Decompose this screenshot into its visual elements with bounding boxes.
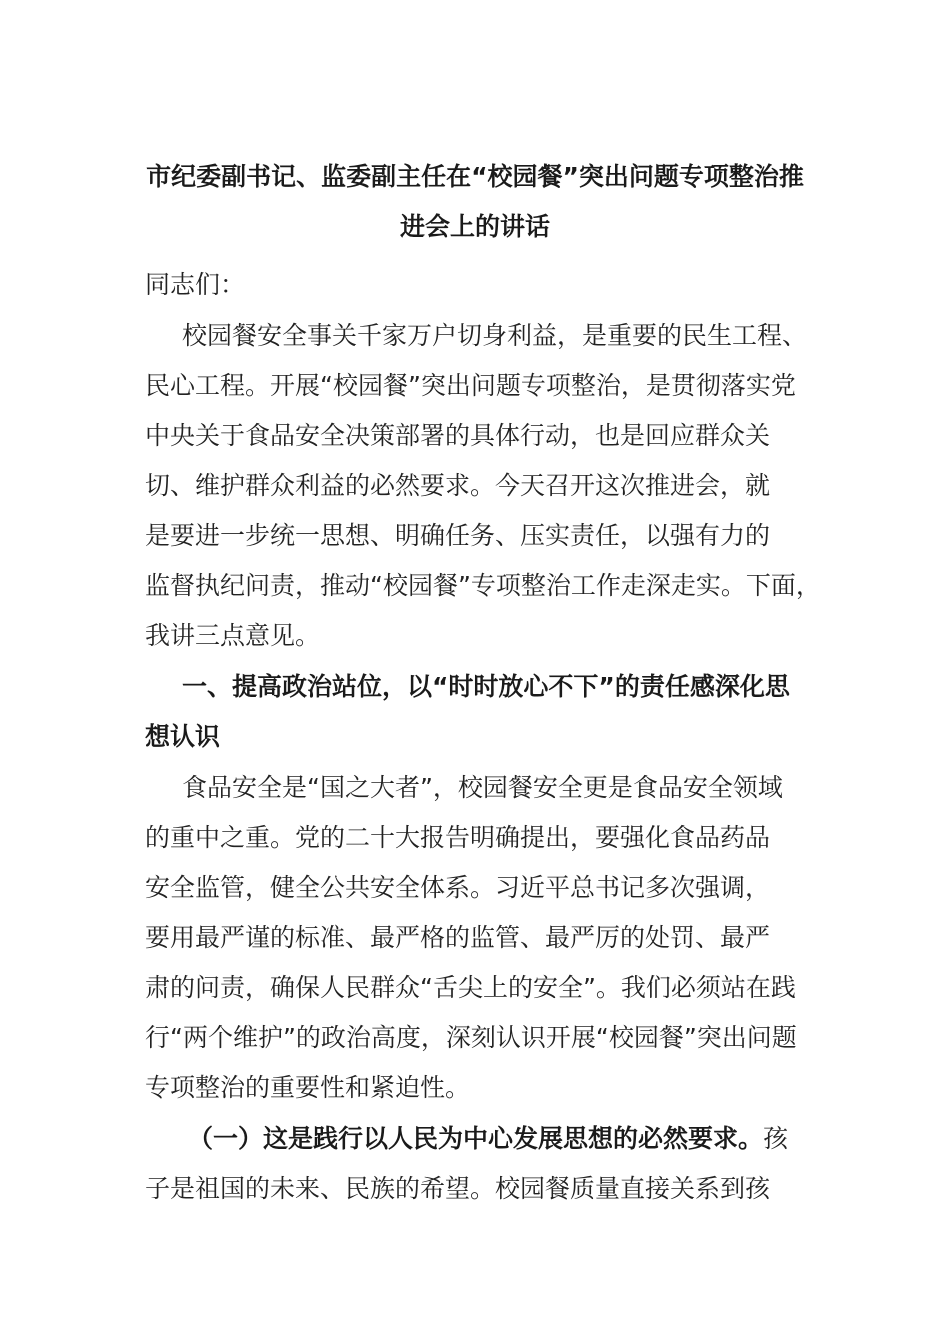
paragraph-1-line-2: 民心工程。开展“校园餐”突出问题专项整治，是贯彻落实党 [145,371,796,400]
paragraph-1-line-5: 是要进一步统一思想、明确任务、压实责任，以强有力的 [145,521,771,550]
section-heading-1-line-2: 想认识 [145,722,221,751]
paragraph-1-line-6: 监督执纪问责，推动“校园餐”专项整治工作走深走实。下面， [145,571,821,600]
title-line-2: 进会上的讲话 [399,212,550,241]
paragraph-2-line-2: 的重中之重。党的二十大报告明确提出，要强化食品药品 [145,823,771,852]
paragraph-2-line-4: 要用最严谨的标准、最严格的监管、最严厉的处罚、最严 [145,923,771,952]
paragraph-3-line-1-rest: 孩 [763,1124,789,1153]
paragraph-3-line-2: 子是祖国的未来、民族的希望。校园餐质量直接关系到孩 [145,1174,771,1203]
greeting: 同志们： [145,270,246,299]
paragraph-2-line-1: 食品安全是“国之大者”，校园餐安全更是食品安全领域 [182,773,783,802]
paragraph-1-line-3: 中央关于食品安全决策部署的具体行动，也是回应群众关 [145,421,771,450]
paragraph-3-line-1 [188,1114,788,1164]
paragraph-1-line-1: 校园餐安全事关千家万户切身利益，是重要的民生工程、 [182,321,808,350]
subsection-heading-1: （一）这是践行以人民为中心发展思想的必然要求。 [188,1124,764,1153]
paragraph-1-line-4: 切、维护群众利益的必然要求。今天召开这次推进会，就 [145,471,771,500]
title-line-1: 市纪委副书记、监委副主任在“校园餐”突出问题专项整治推 [146,162,804,191]
paragraph-1-line-7: 我讲三点意见。 [145,621,321,650]
paragraph-2-line-5: 肃的问责，确保人民群众“舌尖上的安全”。我们必须站在践 [145,973,796,1002]
paragraph-2-line-3: 安全监管，健全公共安全体系。习近平总书记多次强调， [145,873,771,902]
document-title [120,152,830,252]
paragraph-2-line-7: 专项整治的重要性和紧迫性。 [145,1073,471,1102]
section-heading-1-line-1: 一、提高政治站位，以“时时放心不下”的责任感深化思 [182,672,790,701]
paragraph-2-line-6: 行“两个维护”的政治高度，深刻认识开展“校园餐”突出问题 [145,1023,797,1052]
